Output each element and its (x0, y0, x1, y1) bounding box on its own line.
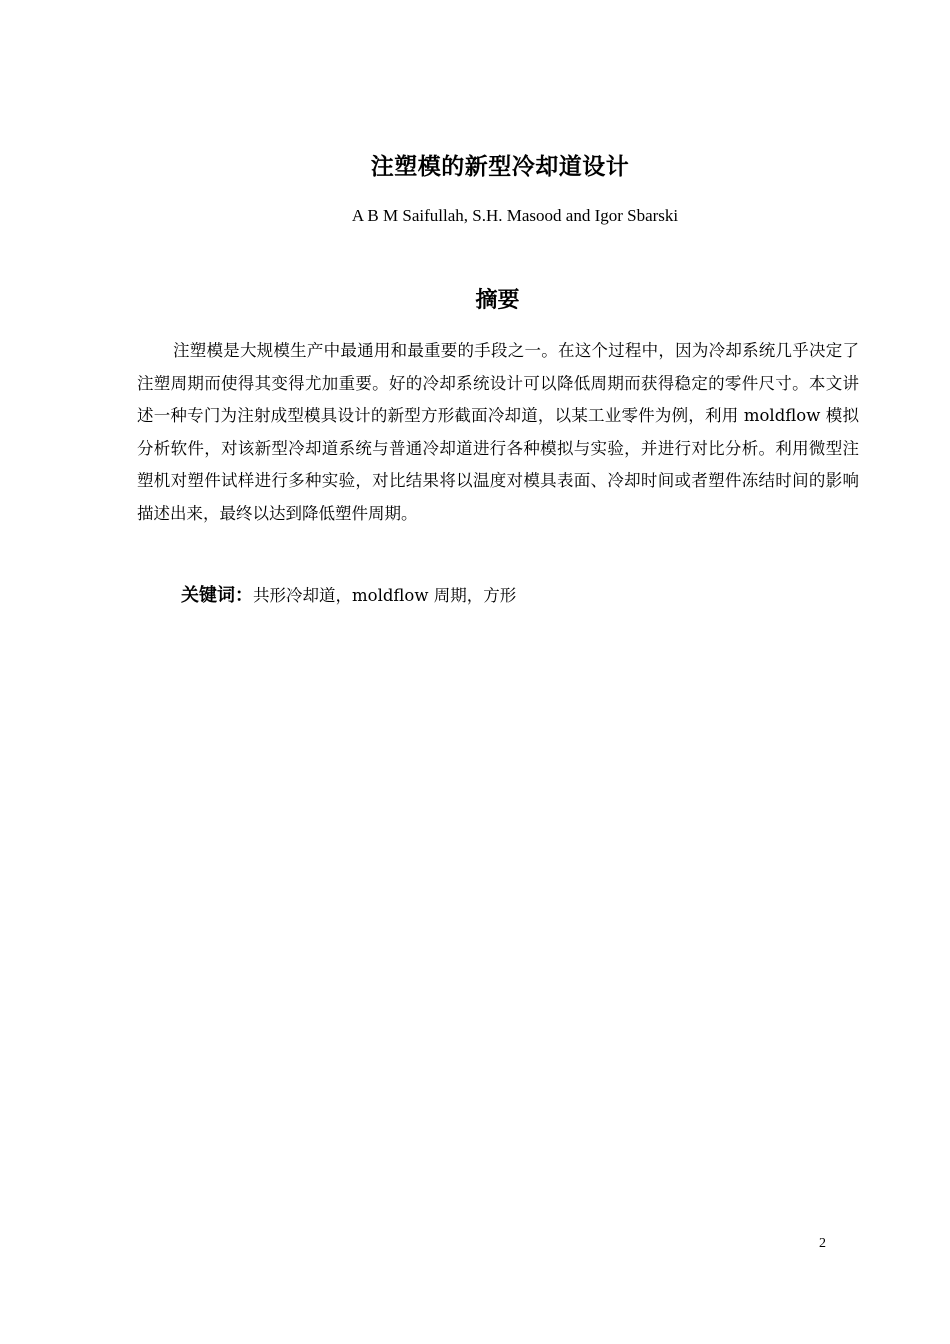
abstract-body: 注塑模是大规模生产中最通用和最重要的手段之一。在这个过程中，因为冷却系统几乎决定了注塑周期而使得其变得尤加重要。好的冷却系统设计可以降低周期而获得稳定的零件尺寸。本文讲述一种专门为注射成型模具设计的新型方形截面冷却道，以某工业零件为例，利用 moldflow 模拟分析软件，对该新型冷却道系统与普通冷却道进行各种模拟与实验，并进行对比分析。利用微型注塑机对塑件试样进行多种实验，对比结果将以温度对模具表面、冷却时间或者塑件冻结时间的影响描述出来，最终以达到降低塑件周期。 (137, 341, 859, 523)
page-number: 2 (819, 1236, 826, 1251)
abstract-heading: 摘要 (475, 288, 520, 313)
paper-authors: A B M Saifullah, S.H. Masood and Igor Sbarski (351, 206, 679, 225)
keywords-value: 共形冷却道，moldflow 周期，方形 (253, 586, 517, 605)
paper-title: 注塑模的新型冷却道设计 (370, 154, 630, 180)
keywords-label: 关键词： (181, 585, 253, 606)
keywords-line (181, 582, 861, 610)
